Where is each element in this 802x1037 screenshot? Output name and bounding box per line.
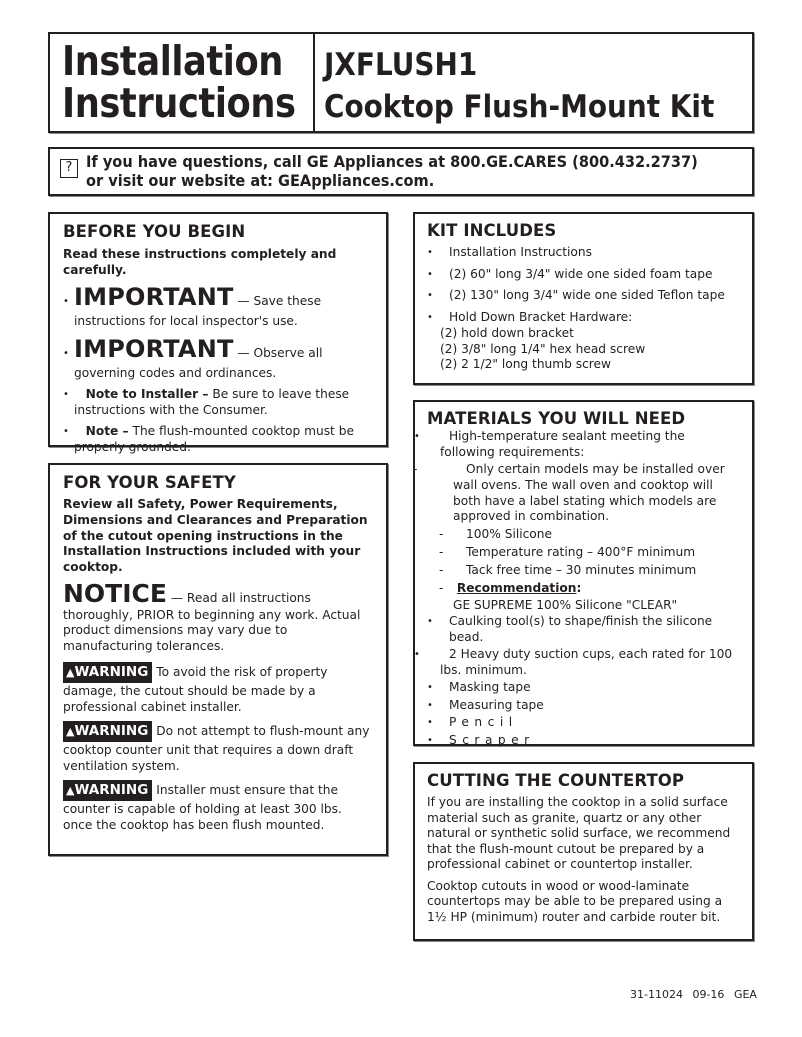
list-item [427,288,740,304]
bullet-icon: • [63,296,69,307]
list-item-text: Caulking tool(s) to shape/finish the silicone bead. [449,614,713,644]
important-label: IMPORTANT [74,283,234,311]
list-item [414,429,740,460]
list-item [427,733,740,749]
paragraph: Cooktop cutouts in wood or wood-laminate countertops may be able to be prepared using a 1½ HP (minimum) router and carbide router bit. [427,878,723,924]
list-item-text: Pencil [449,715,518,730]
notice-text: — Read all instructions thoroughly, PRIOR to beginning any work. Actual product dimensions may vary due to manufacturing tolerances. [63,590,361,653]
warning-text: To avoid the risk of property damage, the cutout should be made by a professional cabinet installer. [63,665,328,715]
product-name: Cooktop Flush-Mount Kit [324,89,715,125]
document-date: 09-16 [692,988,725,1001]
section-lead: Read these instructions completely and carefully. [63,247,337,277]
requirement-item [413,462,740,525]
warning-triangle-icon: ▲ [66,666,75,680]
requirement-item [427,527,740,543]
title-divider [313,34,315,131]
bullet-icon: • [427,682,433,694]
warning-text: Installer must ensure that the counter is capable of holding at least 300 lbs. once the cooktop has been flush mounted. [63,783,342,833]
section-heading: BEFORE YOU BEGIN [63,222,246,241]
important-item [63,284,373,330]
section-heading: CUTTING THE COUNTERTOP [427,771,685,790]
bullet-icon: • [414,431,420,442]
important-text: — Observe all governing codes and ordinances. [74,345,323,380]
list-item-text: Masking tape [449,680,531,695]
list-item [414,647,740,678]
warning-block [63,662,373,715]
bullet-icon: • [427,247,433,258]
bullet-icon: • [427,268,433,280]
hardware-item: (2) hold down bracket [440,326,574,340]
list-item [427,267,740,283]
list-item [427,680,740,696]
brand-code: GEA [733,988,757,1001]
note-text: Be sure to leave these instructions with the Consumer. [74,387,350,417]
note-item [63,424,373,455]
document-number: 31-11024 [630,988,683,1001]
note-item [63,387,373,418]
warning-label: WARNING [74,664,149,681]
bullet-icon: • [427,717,433,729]
safety-section [48,463,388,856]
requirement-item [427,563,740,579]
recommendation-label: Recommendation [456,580,577,595]
list-item [427,698,740,714]
warning-label: WARNING [74,723,149,740]
dash-icon: - [439,580,444,595]
dash-icon: - [439,544,444,559]
section-heading: KIT INCLUDES [427,221,557,240]
model-number: JXFLUSH1 [324,47,478,83]
list-item-text: (2) 130" long 3/4" wide one sided Teflon tape [449,288,725,302]
bullet-icon: • [427,734,433,746]
page-footer [630,988,757,1001]
recommendation-colon: : [576,580,582,595]
cutting-countertop-section [413,762,754,941]
hardware-list [427,326,740,373]
requirement-text: Only certain models may be installed over wall ovens. The wall oven and cooktop will both have a label stating which models are approved in combination. [453,462,725,524]
warning-block [63,780,373,833]
important-text: — Save these instructions for local inspector's use. [74,294,322,328]
note-label: Note – [85,424,129,438]
list-item-text: (2) 60" long 3/4" wide one sided foam tape [449,266,713,281]
title-line-1: Installation [62,37,283,85]
bullet-icon: • [427,699,433,711]
list-item-text: Installation Instructions [449,245,592,259]
hardware-item: (2) 3/8" long 1/4" hex head screw [440,341,646,356]
requirement-text: 100% Silicone [466,527,552,542]
section-heading: FOR YOUR SAFETY [63,473,236,492]
warning-triangle-icon: ▲ [66,725,75,739]
contact-phone-line: If you have questions, call GE Appliances at 800.GE.CARES (800.432.2737) [86,152,698,171]
hardware-item: (2) 2 1/2" long thumb screw [440,357,612,371]
warning-badge [63,780,152,801]
question-mark-icon: ? [60,159,78,178]
contact-website-line: or visit our website at: GEAppliances.com. [86,171,435,190]
list-item [427,614,740,645]
materials-section [413,400,754,746]
section-heading: MATERIALS YOU WILL NEED [427,409,686,428]
before-you-begin-section [48,212,388,454]
warning-triangle-icon: ▲ [66,784,75,798]
bullet-icon: • [63,347,69,359]
list-item-text: High-temperature sealant meeting the following requirements: [440,429,685,459]
product-title [324,44,714,128]
requirement-text: Tack free time – 30 minutes minimum [466,562,697,577]
important-label: IMPORTANT [74,334,234,363]
bullet-icon: • [63,389,69,400]
title-line-2: Instructions [62,79,296,127]
recommendation-value: GE SUPREME 100% Silicone "CLEAR" [453,598,678,613]
recommendation-item [427,581,740,597]
title-block [48,32,754,133]
note-text: The flush-mounted cooktop must be properly grounded. [74,424,354,454]
requirement-item [427,545,740,561]
notice-block [63,580,373,655]
section-lead: Review all Safety, Power Requirements, Dimensions and Clearances and Preparation of the cutout opening instructions in the Installation Instructions included with your cooktop. [63,497,368,575]
important-item [63,336,373,382]
warning-block [63,721,373,774]
requirement-text: Temperature rating – 400°F minimum [466,544,696,559]
bullet-icon: • [63,426,69,437]
warning-badge [63,662,152,683]
list-item-text: Scraper [449,732,535,747]
dash-icon: - [439,562,444,577]
list-item-text: 2 Heavy duty suction cups, each rated for 100 lbs. minimum. [440,647,733,677]
contact-banner [48,147,754,196]
kit-includes-section [413,212,754,385]
contact-text [86,152,698,190]
notice-label: NOTICE [63,578,167,608]
list-item [427,310,740,326]
bullet-icon: • [427,311,433,323]
bullet-icon: • [427,616,433,628]
list-item [427,245,740,261]
bullet-icon: • [414,649,420,661]
paragraph: If you are installing the cooktop in a solid surface material such as granite, quartz or any other natural or synthetic solid surface, we recommend that the flush-mount cutout be prepared by a professional cabinet or countertop installer. [427,795,731,871]
dash-icon: - [439,527,444,542]
list-item-text: Hold Down Bracket Hardware: [449,309,633,324]
warning-label: WARNING [74,782,149,799]
dash-icon: - [413,462,418,476]
warning-badge [63,721,152,742]
document-title [62,37,296,127]
warning-text: Do not attempt to flush-mount any cooktop counter unit that requires a down draft ventilation system. [63,724,370,774]
note-label: Note to Installer – [85,387,209,401]
list-item [427,715,740,731]
bullet-icon: • [427,290,433,301]
list-item-text: Measuring tape [449,697,544,712]
